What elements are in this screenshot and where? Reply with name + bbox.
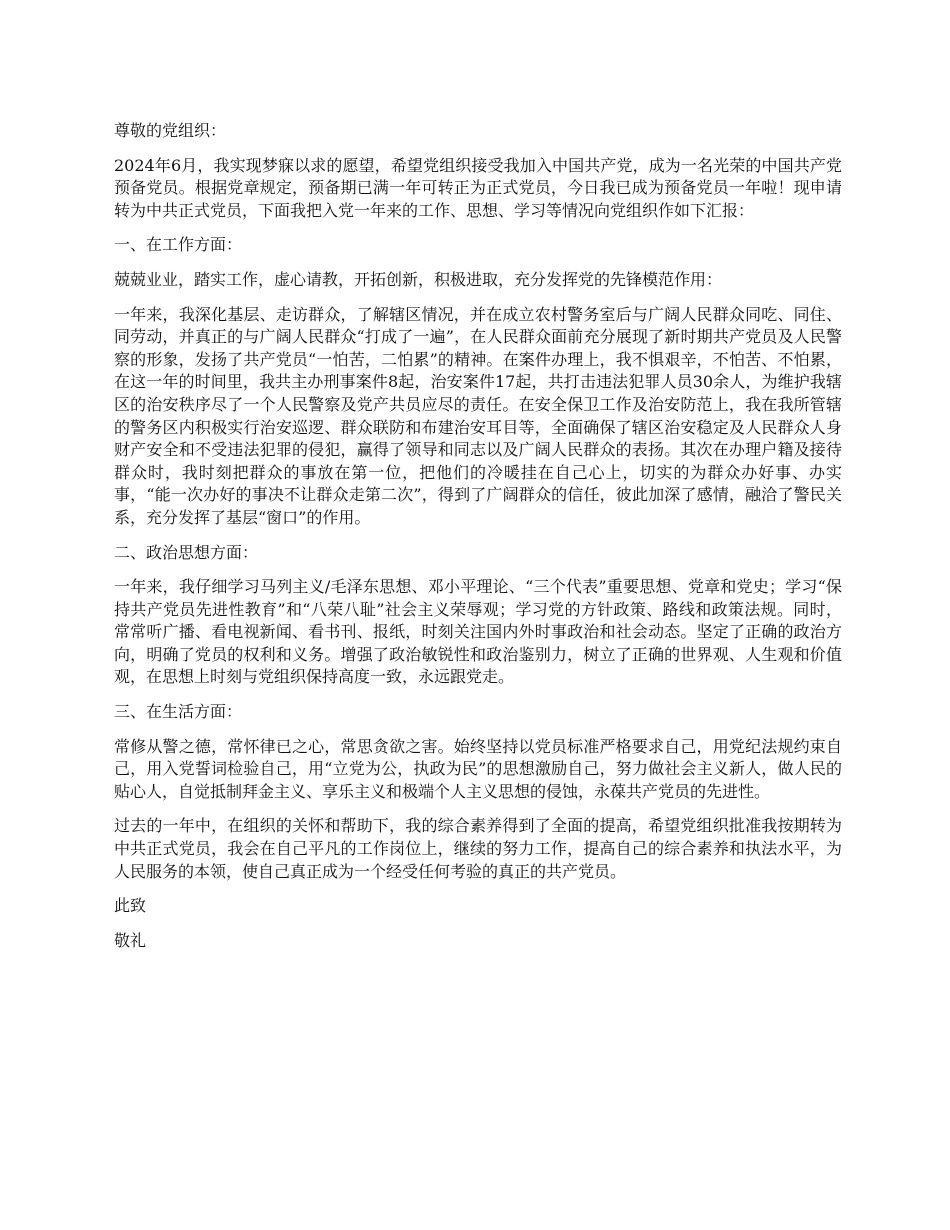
intro-paragraph: 2024年6月，我实现梦寐以求的愿望，希望党组织接受我加入中国共产党，成为一名光荣的中国共产党预备党员。根据党章规定，预备期已满一年可转正为正式党员，今日我已成为预备党员一年啦！现申请转为中共正式党员，下面我把入党一年来的工作、思想、学习等情况向党组织作如下汇报： [114,155,842,220]
section-heading-life: 三、在生活方面： [114,702,243,722]
conclusion-paragraph: 过去的一年中，在组织的关怀和帮助下，我的综合素养得到了全面的提高，希望党组织批准我按期转为中共正式党员，我会在自己平凡的工作岗位上，继续的努力工作，提高自己的综合素养和执法水平，为人民服务的本领，使自己真正成为一个经受任何考验的真正的共产党员。 [114,816,842,881]
closing-line-2: 敬礼 [114,930,147,950]
closing-line-1: 此致 [114,896,147,916]
section-heading-work: 一、在工作方面： [114,235,243,255]
work-summary-paragraph: 兢兢业业，踏实工作，虚心请教，开拓创新，积极进取，充分发挥党的先锋模范作用： [114,269,723,289]
section-heading-politics: 二、政治思想方面： [114,542,259,562]
work-detail-paragraph: 一年来，我深化基层、走访群众，了解辖区情况，并在成立农村警务室后与广阔人民群众同吃、同住、同劳动，并真正的与广阔人民群众“打成了一遍”，在人民群众面前充分展现了新时期共产党员及人民警察的形象，发扬了共产党员“一怕苦，二怕累”的精神。在案件办理上，我不惧艰辛，不怕苦、不怕累，在这一年的时间里，我共主办刑事案件8起，治安案件17起，共打击违法犯罪人员30余人，为维护我辖区的治安秩序尽了一个人民警察及党产共员应尽的责任。在安全保卫工作及治安防范上，我在我所管辖的警务区内积极实行治安巡逻、群众联防和布建治安耳目等，全面确保了辖区治安稳定及人民群众人身财产安全和不受违法犯罪的侵犯，赢得了领导和同志以及广阔人民群众的表扬。其次在办理户籍及接待群众时，我时刻把群众的事放在第一位，把他们的冷暖挂在自己心上，切实的为群众办好事、办实事，“能一次办好的事决不让群众走第二次”，得到了广阔群众的信任，彼此加深了感情，融洽了警民关系，充分发挥了基层“窗口”的作用。 [114,304,842,527]
life-paragraph: 常修从警之德，常怀律已之心，常思贪欲之害。始终坚持以党员标准严格要求自己，用党纪法规约束自己，用入党誓词检验自己，用“立党为公，执政为民”的思想激励自己，努力做社会主义新人，做人民的贴心人，自觉抵制拜金主义、享乐主义和极端个人主义思想的侵蚀，永葆共产党员的先进性。 [114,736,842,801]
politics-paragraph: 一年来，我仔细学习马列主义/毛泽东思想、邓小平理论、“三个代表”重要思想、党章和党史；学习“保持共产党员先进性教育”和“八荣八耻”社会主义荣辱观；学习党的方针政策、路线和政策法规。同时，常常听广播、看电视新闻、看书刊、报纸，时刻关注国内外时事政治和社会动态。坚定了正确的政治方向，明确了党员的权利和义务。增强了政治敏锐性和政治鉴别力，树立了正确的世界观、人生观和价值观，在思想上时刻与党组织保持高度一致，永远跟党走。 [114,577,842,687]
salutation: 尊敬的党组织： [114,121,227,140]
letter-body [114,120,842,964]
